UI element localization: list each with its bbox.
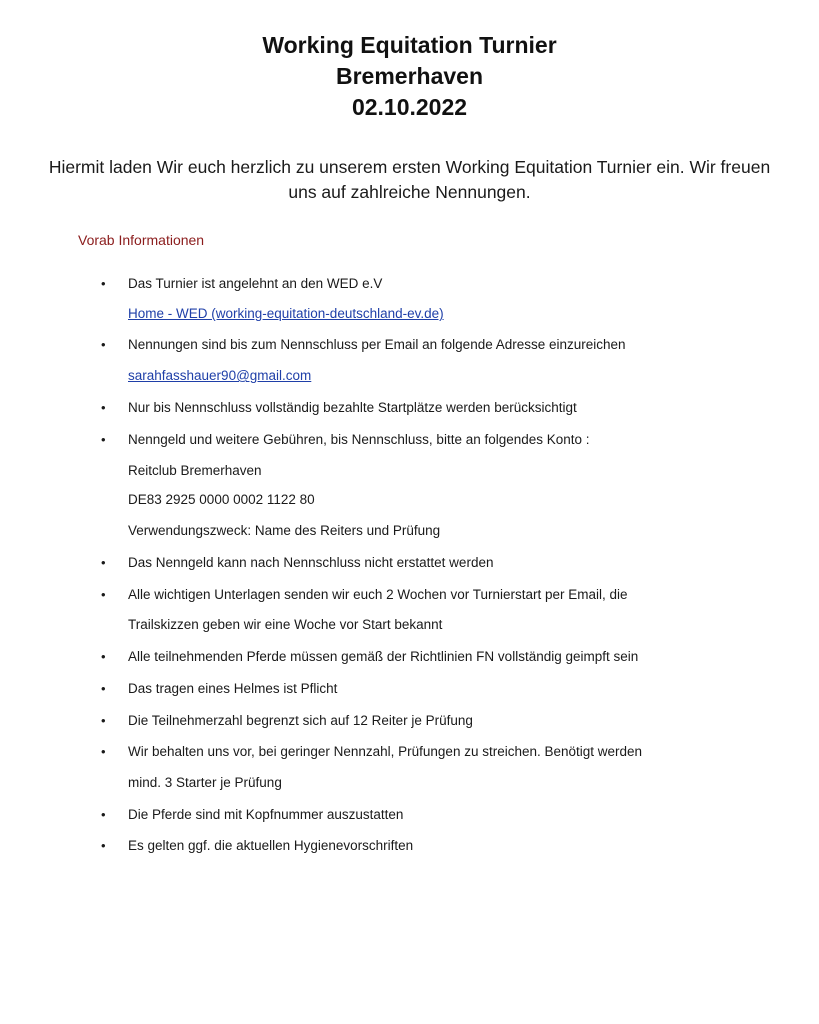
bullet-marker: • xyxy=(101,744,106,759)
list-item-text: mind. 3 Starter je Prüfung xyxy=(128,775,282,790)
bullet-marker: • xyxy=(101,555,106,570)
wed-website-link[interactable]: Home - WED (working-equitation-deutschland-ev.de) xyxy=(128,306,444,321)
bullet-marker: • xyxy=(101,649,106,664)
list-item-text: Das tragen eines Helmes ist Pflicht xyxy=(128,681,338,696)
list-item-text: Alle teilnehmenden Pferde müssen gemäß der Richtlinien FN vollständig geimpft sein xyxy=(128,649,639,664)
list-item-text: Wir behalten uns vor, bei geringer Nennzahl, Prüfungen zu streichen. Benötigt werden xyxy=(128,744,643,759)
bullet-marker: • xyxy=(101,713,106,728)
iban: DE83 2925 0000 0002 1122 80 xyxy=(128,492,315,507)
list-item-text: Das Nenngeld kann nach Nennschluss nicht erstattet werden xyxy=(128,555,494,570)
bullet-marker: • xyxy=(101,587,106,602)
title-line-2: Bremerhaven xyxy=(335,63,484,89)
bullet-marker: • xyxy=(101,337,106,352)
bullet-marker: • xyxy=(101,681,106,696)
list-item-text: Alle wichtigen Unterlagen senden wir euch 2 Wochen vor Turnierstart per Email, die xyxy=(128,587,628,602)
intro-text: Hiermit laden Wir euch herzlich zu unserem ersten Working Equitation Turnier ein. Wir freuen uns auf zahlreiche Nennungen. xyxy=(48,157,771,202)
section-heading: Vorab Informationen xyxy=(78,232,205,248)
bullet-marker: • xyxy=(101,276,106,291)
page-title xyxy=(0,30,819,123)
list-item-text: Trailskizzen geben wir eine Woche vor Start bekannt xyxy=(128,617,443,632)
list-item-text: Nur bis Nennschluss vollständig bezahlte Startplätze werden berücksichtigt xyxy=(128,400,577,415)
title-line-3: 02.10.2022 xyxy=(351,94,468,120)
bullet-marker: • xyxy=(101,432,106,447)
title-line-1: Working Equitation Turnier xyxy=(262,32,557,58)
bullet-marker: • xyxy=(101,400,106,415)
list-item-text: Nenngeld und weitere Gebühren, bis Nennschluss, bitte an folgendes Konto : xyxy=(128,432,590,447)
account-holder: Reitclub Bremerhaven xyxy=(128,463,262,478)
list-item-text: Das Turnier ist angelehnt an den WED e.V xyxy=(128,276,383,291)
bullet-marker: • xyxy=(101,838,106,853)
email-link[interactable]: sarahfasshauer90@gmail.com xyxy=(128,368,312,383)
list-item-text: Die Teilnehmerzahl begrenzt sich auf 12 Reiter je Prüfung xyxy=(128,713,473,728)
list-item-text: Die Pferde sind mit Kopfnummer auszustatten xyxy=(128,807,404,822)
list-item-text: Es gelten ggf. die aktuellen Hygienevorschriften xyxy=(128,838,414,853)
payment-reference: Verwendungszweck: Name des Reiters und Prüfung xyxy=(128,523,441,538)
list-item-text: Nennungen sind bis zum Nennschluss per Email an folgende Adresse einzureichen xyxy=(128,337,626,352)
bullet-marker: • xyxy=(101,807,106,822)
